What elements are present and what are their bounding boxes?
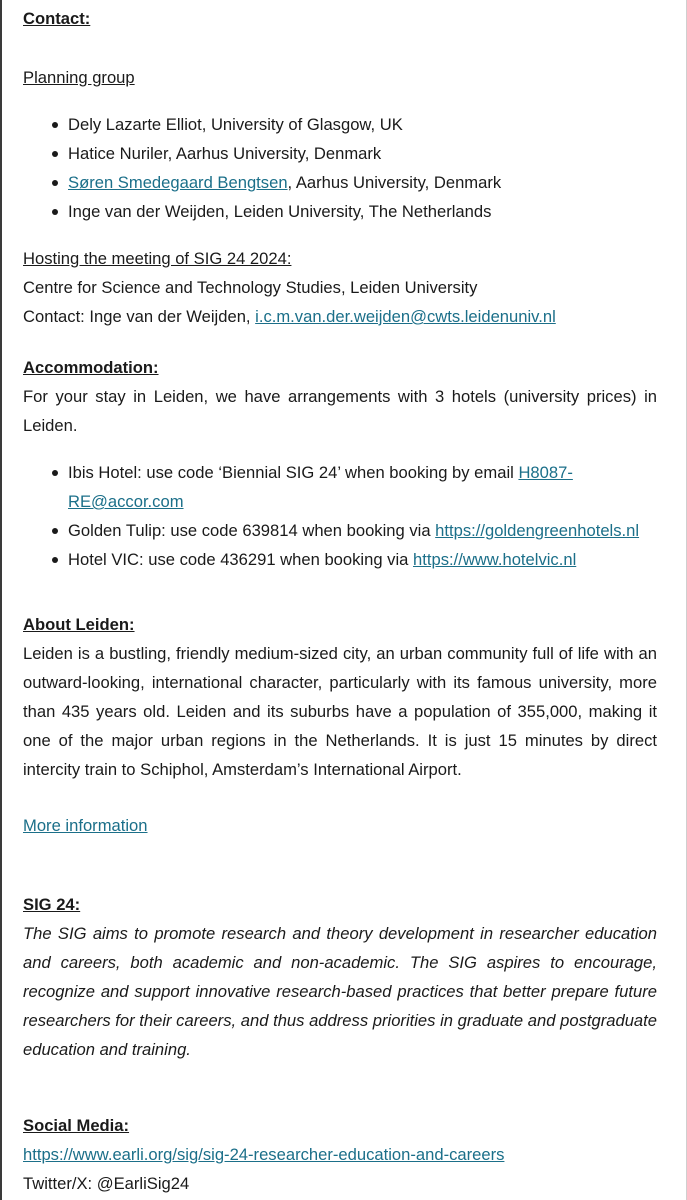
member-text: , Aarhus University, Denmark xyxy=(287,173,502,192)
contact-heading: Contact: xyxy=(23,9,91,28)
hosting-label: Hosting the meeting of SIG 24 2024: xyxy=(23,249,292,268)
member-text: Hatice Nuriler, Aarhus University, Denmark xyxy=(68,144,382,163)
hosting-email-link[interactable]: i.c.m.van.der.weijden@cwts.leidenuniv.nl xyxy=(255,307,556,326)
member-link[interactable]: Søren Smedegaard Bengtsen xyxy=(68,173,288,192)
member-text: Dely Lazarte Elliot, University of Glasgow, UK xyxy=(68,115,403,134)
sig-body: The SIG aims to promote research and theory development in researcher education and careers, both academic and non-academic. The SIG aspires to encourage, recognize and support innovative research-based practices that better prepare future researchers for their careers, and thus address priorities in graduate and postgraduate education and training. xyxy=(23,924,657,1059)
planning-group-list xyxy=(23,110,657,226)
hotel-email-link[interactable]: H8087-RE@accor.com xyxy=(68,463,573,511)
about-body: Leiden is a bustling, friendly medium-sized city, an urban community full of life with an outward-looking, international character, particularly with its famous university, more than 435 years old. Leiden and its suburbs have a population of 355,000, making it one of the major urban regions in the Netherlands. It is just 15 minutes by direct intercity train to Schiphol, Amsterdam’s International Airport. xyxy=(23,644,657,779)
hosting-org: Centre for Science and Technology Studies, Leiden University xyxy=(23,278,478,297)
more-information-link[interactable]: More information xyxy=(23,816,148,835)
hotel-website-link[interactable]: https://goldengreenhotels.nl xyxy=(435,521,640,540)
member-text: Inge van der Weijden, Leiden University, The Netherlands xyxy=(68,202,492,221)
more-info xyxy=(23,811,657,840)
earli-sig-link[interactable]: https://www.earli.org/sig/sig-24-researcher-education-and-careers xyxy=(23,1145,505,1164)
list-item xyxy=(68,110,657,139)
hotel-text: Hotel VIC: use code 436291 when booking via xyxy=(68,550,414,569)
list-item xyxy=(68,545,657,574)
hotel-text: Ibis Hotel: use code ‘Biennial SIG 24’ when booking by email xyxy=(68,463,519,482)
planning-group-label: Planning group xyxy=(23,68,135,87)
twitter-handle: Twitter/X: @EarliSig24 xyxy=(23,1174,190,1193)
sig-heading: SIG 24: xyxy=(23,895,81,914)
social-url-line xyxy=(23,1140,657,1169)
left-border xyxy=(0,0,2,1200)
content xyxy=(23,0,657,1198)
hotel-website-link[interactable]: https://www.hotelvic.nl xyxy=(413,550,577,569)
list-item xyxy=(68,197,657,226)
hosting-contact-prefix: Contact: Inge van der Weijden, xyxy=(23,307,256,326)
social-heading: Social Media: xyxy=(23,1116,130,1135)
list-item xyxy=(68,516,657,545)
about-heading: About Leiden: xyxy=(23,615,135,634)
accommodation-intro: For your stay in Leiden, we have arrangements with 3 hotels (university prices) in Leiden. xyxy=(23,387,657,435)
list-item xyxy=(68,139,657,168)
hosting-contact xyxy=(23,302,657,331)
accommodation-heading: Accommodation: xyxy=(23,358,159,377)
hotel-list xyxy=(23,458,657,574)
list-item xyxy=(68,458,657,516)
list-item xyxy=(68,168,657,197)
hotel-text: Golden Tulip: use code 639814 when booking via xyxy=(68,521,436,540)
